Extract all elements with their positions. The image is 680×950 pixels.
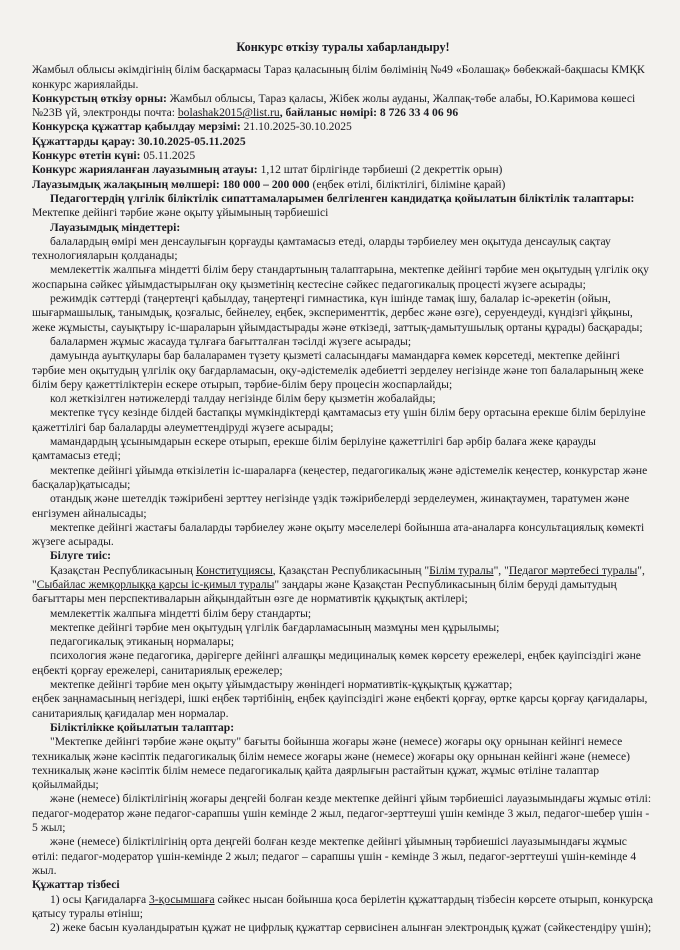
knowledge-item: психология және педагогика, дәрігерге дейінгі алғашқы медициналық көмек көрсету ережелері, еңбек қауіпсіздігі және еңбекті қорғау ережелері, санитариялық ережелер; (32, 649, 641, 677)
duty-item: балалармен жұмыс жасауда тұлғаға бағытталған тәсілді жүзеге асырады; (50, 334, 412, 348)
position-label: Конкурс жарияланған лауазымның атауы: (32, 163, 258, 177)
knowledge-laws (32, 564, 654, 607)
duty-item: дамуында ауытқулары бар балаларамен түзету қызметі саласындағы мамандарға көмек көрсетеді, мектепке дейінгі тәрбие мен оқытудың үлгілік оқу бағдарламасын, оқу-әдістемелік әдебиетті зерделеу негізінде және топ балаларының жеке білім беру қажеттіліктерін ескере отырып, тәрбие-білім беру процесін жоспарлайды; (32, 349, 644, 391)
requirements-heading: Педагогтердің үлгілік біліктілік сипаттамаларымен белгіленген кандидатқа қойылатын біліктілік талаптары: (50, 191, 635, 205)
venue-text: Жамбыл облысы, Тараз қаласы, Жібек жолы ауданы, Жалпақ-төбе алабы, Ю.Каримова көшесі №23В үй, электронды почта: (32, 91, 636, 120)
law-prefix: Қазақстан Республикасының (50, 563, 196, 577)
qualification-heading: Біліктілікке қойылатын талаптар: (50, 720, 235, 734)
knowledge-item: педагогикалық этиканың нормалары; (50, 635, 235, 649)
salary-label: Лауазымдық жалақының мөлшері: (32, 177, 220, 191)
duty-item: мектепке дейінгі ұйымда өткізілетін іс-шараларға (кеңестер, педагогикалық және әдістемелік кеңестер, конкурстар және басқалар)қатысады; (32, 463, 648, 491)
duties-heading: Лауазымдық міндеттері: (50, 220, 181, 234)
review-value: 30.10.2025-05.11.2025 (135, 134, 246, 148)
qualification-text-1: "Мектепке дейінгі тәрбие және оқыту" бағыты бойынша жоғары және (немесе) жоғары оқу орнынан кейінгі немесе техникалық және кәсіптік педагогикалық білім немесе жоғары және (немесе) жоғары оқу орнынан кейінгі және (немесе) техникалық және кәсіптік білім немесе педагогикалық қайта даярлығын растайтын құжат, жұмыс өтіліне талаптар қойылмайды; (32, 735, 630, 792)
duty-item: кол жеткізілген нәтижелерді талдау негізінде білім беру қызметін жобалайды; (50, 392, 436, 406)
position-value: 1,12 штат бірлігінде тәрбиеші (2 декреттік орын) (257, 163, 503, 177)
knowledge-heading: Білуге тиіс: (50, 549, 111, 563)
duty-item: режимдік сәттерді (таңертеңгі қабылдау, таңертеңгі гимнастика, күн ішінде тамақ ішу, балалар іс-әрекетін (ойын, шығармашылық, танымдық, қозғалыс, бейнелеу, еңбек, эксперименттік, дербес және өзге), серуендеуді, күндізгі ұйқыны, жеке жұмысты, сауықтыру іс-шараларын ұйымдастырады және өткізеді, заттық-дамытушылық ортаны құрады) басқарады; (32, 292, 643, 334)
appendix-3-link[interactable]: 3-қосымшаға (149, 892, 215, 906)
salary-note: (еңбек өтілі, біліктілігі, біліміне қарай) (309, 177, 506, 191)
doc-item-1-suffix: сәйкес нысан бойынша қоса берілетін құжаттардың тізбесін көрсете отырып, конкурсқа қатысу туралы өтініш; (32, 892, 654, 920)
acceptance-label: Конкурсқа құжаттар қабылдау мерзімі: (32, 120, 241, 134)
document-title: Конкурс өткізу туралы хабарландыру! (236, 40, 450, 54)
duty-item: мектепке түсу кезінде білдей бастапқы мүмкіндіктерді қамтамасыз ету үшін білім беру ортасына ерекше білім берілуіне қажеттілігі бар балаларды әлеуметтендіруді жүзеге асырады; (32, 406, 646, 434)
document-item-2: 2) жеке басын куәландыратын құжат не цифрлық құжаттар сервисінен алынған электрондық құжат (сәйкестендіру үшін); (50, 921, 652, 935)
knowledge-list (32, 607, 654, 693)
phone-label: , байланыс нөмірі: (279, 106, 377, 120)
doc-item-1-prefix: 1) осы Қағидаларға (50, 892, 149, 906)
duty-item: отандық және шетелдік тәжірибені зерттеу негізінде үздік тәжірибелерді зерделеумен, жинақтаумен, таратумен және енгізумен айналысады; (32, 492, 630, 520)
phone-number: 8 726 33 4 06 96 (376, 106, 459, 120)
documents-heading: Құжаттар тізбесі (32, 878, 120, 892)
law-mid-3: ", " (32, 563, 645, 591)
law-mid-1: , Қазақстан Республикасының " (272, 563, 430, 577)
review-line (32, 135, 654, 149)
law-suffix: " заңдары және Қазақстан Республикасының білім беруді дамытудың бағыттары мен перспективаларын айқындайтын өзге де нормативтік құқықтық актілері; (32, 577, 617, 606)
duty-item: мектепке дейінгі жастағы балаларды тәрбиелеу және оқыту мәселелері бойынша ата-аналарға консультациялық көмекті жүзеге асырады. (32, 520, 645, 549)
email-link[interactable]: bolashak2015@list.ru (177, 106, 280, 120)
anti-corruption-law-link[interactable]: Сыбайлас жемқорлыққа қарсы іс-қимыл туралы (36, 577, 275, 591)
education-law-link[interactable]: Білім туралы (429, 563, 494, 577)
contest-day-line (32, 149, 654, 163)
knowledge-item: мектепке дейінгі тәрбие мен оқытудың үлгілік бағдарламасының мазмұны мен құрылымы; (50, 620, 500, 634)
knowledge-item: мемлекеттік жалпыға міндетті білім беру стандарты; (50, 606, 312, 620)
contest-day-value: 05.11.2025 (140, 149, 196, 163)
intro-text: Жамбыл облысы әкімдігінің білім басқармасы Тараз қаласының білім бөлімінің №49 «Болашақ» бөбекжай-бақшасы КМҚК конкурс жариялайды. (32, 63, 645, 91)
venue-line (32, 92, 654, 121)
teacher-status-law-link[interactable]: Педагог мәртебесі туралы (508, 563, 638, 577)
venue-label: Конкурстың өткізу орны: (32, 91, 167, 105)
labor-law-line: еңбек заңнамасының негіздері, ішкі еңбек тәртібінің, еңбек қауіпсіздігі және еңбекті қорғау, өртке қарсы қорғау қағидалары, санитариялық қағидалар мен нормалар. (32, 692, 648, 720)
review-label: Құжаттарды қарау: (32, 134, 136, 148)
document-item-1 (32, 893, 654, 922)
constitution-link[interactable]: Конституциясы (195, 563, 273, 577)
position-line (32, 163, 654, 177)
law-mid-2: ", " (493, 563, 509, 577)
salary-line (32, 178, 654, 192)
duty-item: балалардың өмірі мен денсаулығын қорғауды қамтамасыз етеді, оларды тәрбиелеу мен оқытуда денсаулық сақтау технологияларын қолданады; (32, 234, 611, 263)
salary-value: 180 000 – 200 000 (219, 177, 310, 191)
duty-item: мамандардың ұсынымдарын ескере отырып, ерекше білім берілуіне қажеттілігі бар әрбір балаға жеке қарауды қамтамасыз етеді; (32, 435, 596, 463)
position-name: Мектепке дейінгі тәрбие және оқыту ұйымының тәрбиешісі (32, 206, 329, 220)
qualification-text-3: және (немесе) біліктілігінің орта деңгейі болған кезде мектепке дейінгі ұйымның тәрбиешісі лауазымындағы жұмыс өтілі: педагог-модератор үшін-кемінде 2 жыл; педагог – сарапшы үшін - кемінде 3 жыл, педагог-зерттеуші үшін-кемінде 4 жыл. (32, 835, 637, 877)
duties-list (32, 235, 654, 550)
qualification-text-2: және (немесе) біліктілігінің жоғары деңгейі болған кезде мектепке дейінгі ұйым тәрбиешісі лауазымындағы жұмыс өтілі: педагог-модератор және педагог-сарапшы үшін кемінде 2 жыл, педагог-зерттеуші үшін кемінде 3 жыл, педагог-шебер үшін - 5 жыл; (32, 792, 652, 835)
contest-day-label: Конкурс өтетін күні: (32, 149, 141, 163)
duty-item: мемлекеттік жалпыға міндетті білім беру стандартының талаптарына, мектепке дейінгі тәрбие мен оқытудың үлгілік оқу жоспарына сәйкес ұйымдастырылған оқу қызметінің кестесіне сәйкес педагогикалық процесті жүзеге асырады; (32, 263, 649, 291)
knowledge-item: мектепке дейінгі тәрбие мен оқыту ұйымдастыру жөніндегі нормативтік-құқықтық құжаттар; (50, 678, 513, 692)
acceptance-line (32, 120, 654, 134)
acceptance-value: 21.10.2025-30.10.2025 (240, 120, 352, 134)
